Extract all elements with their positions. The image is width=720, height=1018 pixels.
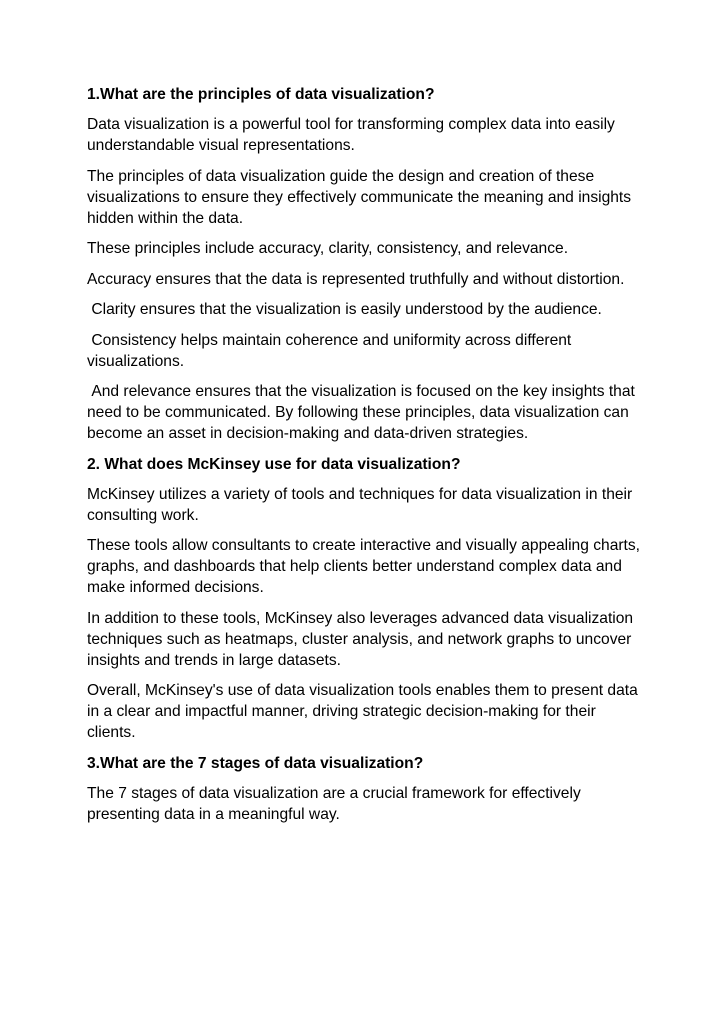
section-heading: 3.What are the 7 stages of data visualization?	[87, 754, 424, 772]
paragraph: The principles of data visualization guide the design and creation of these visualizations to ensure they effectively communicate the meaning and insights hidden within the data.	[87, 167, 636, 227]
section-mckinsey	[87, 454, 647, 744]
section-heading: 1.What are the principles of data visualization?	[87, 86, 435, 103]
paragraph: These tools allow consultants to create interactive and visually appealing charts, graphs, and dashboards that help clients better understand complex data and make informed decisions.	[87, 537, 645, 596]
paragraph: In addition to these tools, McKinsey also leverages advanced data visualization techniques such as heatmaps, cluster analysis, and network graphs to uncover insights and trends in large datasets.	[87, 609, 638, 669]
paragraph: Overall, McKinsey's use of data visualization tools enables them to present data in a clear and impactful manner, driving strategic decision-making for their clients.	[87, 682, 643, 741]
section-seven-stages	[87, 753, 647, 825]
section-principles	[87, 84, 647, 444]
paragraph: McKinsey utilizes a variety of tools and techniques for data visualization in their consulting work.	[87, 485, 637, 524]
paragraph: And relevance ensures that the visualization is focused on the key insights that need to be communicated. By following these principles, data visualization can become an asset in decision-making and data-driven strategies.	[87, 383, 640, 442]
paragraph: These principles include accuracy, clarity, consistency, and relevance.	[87, 240, 569, 257]
paragraph: Data visualization is a powerful tool for transforming complex data into easily understandable visual representations.	[87, 116, 620, 154]
paragraph: Consistency helps maintain coherence and uniformity across different visualizations.	[87, 331, 576, 370]
paragraph: Clarity ensures that the visualization is easily understood by the audience.	[87, 301, 602, 318]
section-heading: 2. What does McKinsey use for data visualization?	[87, 455, 461, 473]
paragraph: Accuracy ensures that the data is represented truthfully and without distortion.	[87, 270, 625, 288]
paragraph: The 7 stages of data visualization are a crucial framework for effectively presenting data in a meaningful way.	[87, 784, 586, 823]
document-body	[87, 84, 647, 834]
